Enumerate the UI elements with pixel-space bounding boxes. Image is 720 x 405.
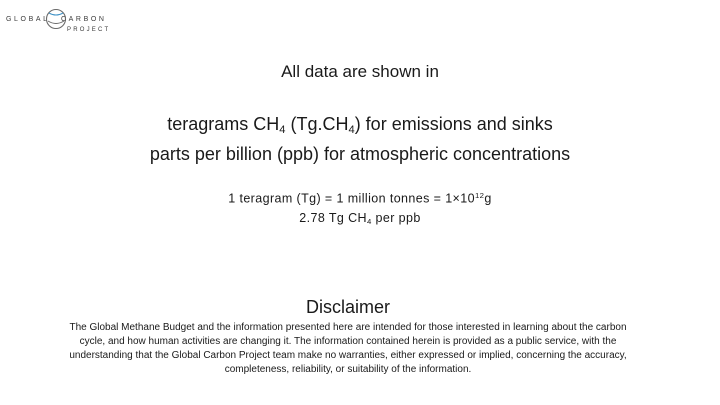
units-block: [0, 112, 720, 166]
emissions-text-1: teragrams CH: [167, 114, 280, 134]
teragram-conversion-line: [0, 186, 720, 209]
ppb-text-2: per ppb: [371, 210, 421, 225]
intro-text: All data are shown in: [281, 62, 439, 81]
logo-word-carbon: CARBON: [61, 16, 107, 23]
emissions-units-line: [0, 112, 720, 142]
logo-word-global: GLOBAL: [6, 16, 50, 23]
emissions-text-3: ) for emissions and sinks: [354, 114, 553, 134]
emissions-subscript-2: 4: [348, 123, 355, 136]
teragram-unit: g: [484, 191, 492, 206]
logo-word-project: PROJECT: [67, 27, 111, 33]
teragram-text: 1 teragram (Tg) = 1 million tonnes = 1×10: [228, 191, 475, 206]
gcp-logo: [4, 6, 116, 38]
ppb-text-1: 2.78 Tg CH: [299, 210, 367, 225]
disclaimer-text: The Global Methane Budget and the information presented here are intended for those interested in learning about the carbon cycle, and how human activities are changing it. The information contained herein is provided as a public service, with the understanding that the Global Carbon Project team make no warranties, either expressed or implied, concerning the accuracy, completeness, reliability, or suitability of the information.: [69, 322, 627, 375]
disclaimer-title: Disclaimer: [305, 297, 390, 317]
ppb-conversion-line: [0, 209, 720, 231]
concentration-units-line: parts per billion (ppb) for atmospheric concentrations: [149, 143, 571, 164]
emissions-subscript-1: 4: [279, 123, 286, 136]
emissions-text-2: (Tg.CH: [285, 114, 349, 134]
conversion-block: [0, 186, 720, 231]
teragram-exponent: 12: [474, 191, 485, 200]
ppb-subscript: 4: [366, 216, 372, 226]
